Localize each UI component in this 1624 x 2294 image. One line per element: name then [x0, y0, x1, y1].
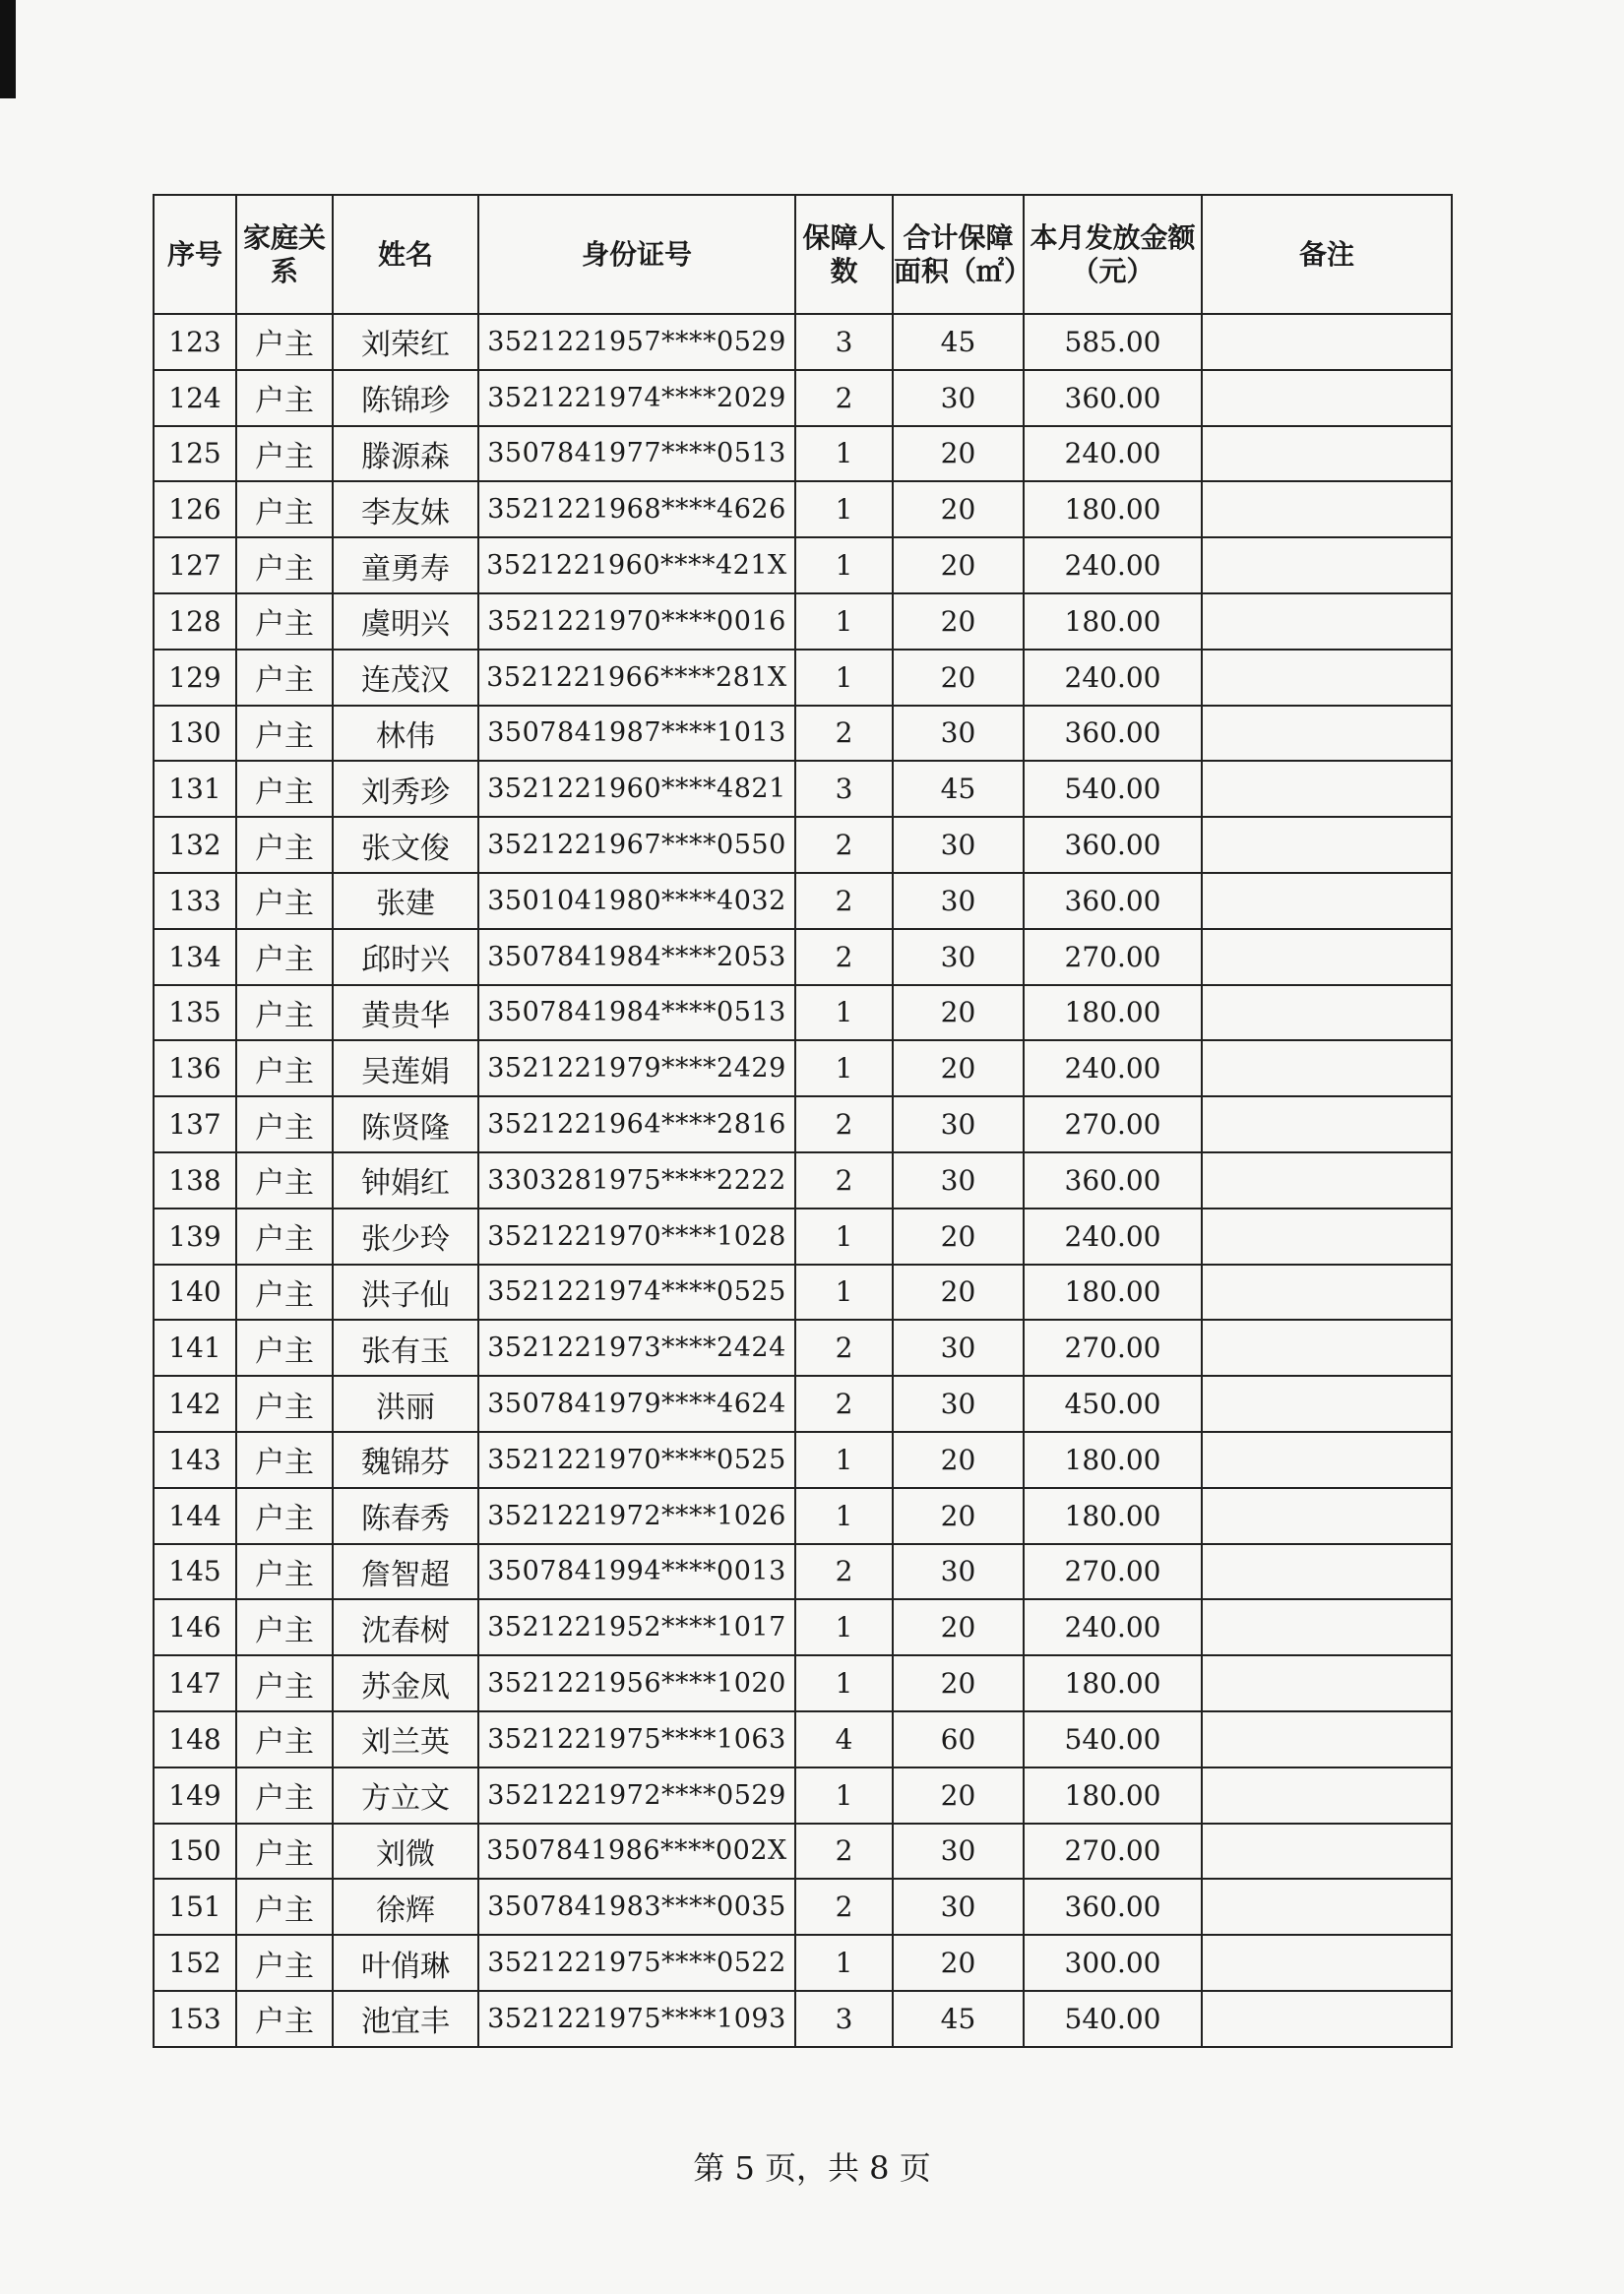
table-row [154, 370, 1452, 426]
cell-name: 洪丽 [333, 1376, 478, 1432]
table-header-row [154, 195, 1452, 314]
cell-amount: 240.00 [1024, 1040, 1202, 1096]
cell-remarks [1202, 314, 1452, 370]
cell-area: 45 [893, 1991, 1024, 2047]
table-row [154, 1096, 1452, 1152]
cell-persons: 1 [795, 1265, 893, 1321]
cell-index: 134 [154, 929, 236, 985]
cell-index: 144 [154, 1488, 236, 1544]
cell-amount: 240.00 [1024, 1599, 1202, 1655]
cell-index: 140 [154, 1265, 236, 1321]
cell-remarks [1202, 1432, 1452, 1488]
table-row [154, 650, 1452, 706]
cell-area: 20 [893, 1265, 1024, 1321]
cell-area: 20 [893, 1209, 1024, 1265]
cell-id-number: 3521221975****1093 [478, 1991, 795, 2047]
cell-index: 131 [154, 761, 236, 817]
cell-persons: 2 [795, 1544, 893, 1600]
cell-relation: 户主 [236, 1879, 333, 1935]
cell-amount: 270.00 [1024, 1824, 1202, 1880]
table-row [154, 761, 1452, 817]
cell-index: 143 [154, 1432, 236, 1488]
cell-persons: 1 [795, 1040, 893, 1096]
table-row [154, 1991, 1452, 2047]
table-row [154, 706, 1452, 762]
table-row [154, 1711, 1452, 1767]
cell-name: 张少玲 [333, 1209, 478, 1265]
cell-area: 60 [893, 1711, 1024, 1767]
cell-name: 苏金凤 [333, 1655, 478, 1711]
table-row [154, 1040, 1452, 1096]
cell-amount: 450.00 [1024, 1376, 1202, 1432]
cell-name: 李友妹 [333, 481, 478, 537]
cell-index: 145 [154, 1544, 236, 1600]
cell-index: 123 [154, 314, 236, 370]
table-row [154, 1376, 1452, 1432]
cell-persons: 3 [795, 1991, 893, 2047]
cell-relation: 户主 [236, 537, 333, 593]
cell-name: 滕源森 [333, 426, 478, 482]
cell-amount: 300.00 [1024, 1935, 1202, 1991]
cell-relation: 户主 [236, 1655, 333, 1711]
cell-persons: 1 [795, 1935, 893, 1991]
cell-name: 刘微 [333, 1824, 478, 1880]
cell-area: 20 [893, 481, 1024, 537]
cell-amount: 540.00 [1024, 1711, 1202, 1767]
cell-name: 池宜丰 [333, 1991, 478, 2047]
page-number-footer: 第 5 页，共 8 页 [693, 2149, 931, 2187]
cell-relation: 户主 [236, 1432, 333, 1488]
cell-index: 142 [154, 1376, 236, 1432]
cell-name: 钟娟红 [333, 1152, 478, 1209]
cell-index: 125 [154, 426, 236, 482]
cell-id-number: 3521221968****4626 [478, 481, 795, 537]
cell-index: 136 [154, 1040, 236, 1096]
cell-amount: 180.00 [1024, 1432, 1202, 1488]
cell-remarks [1202, 650, 1452, 706]
cell-remarks [1202, 481, 1452, 537]
cell-persons: 1 [795, 1488, 893, 1544]
cell-name: 洪子仙 [333, 1265, 478, 1321]
cell-relation: 户主 [236, 426, 333, 482]
cell-name: 张有玉 [333, 1320, 478, 1376]
cell-relation: 户主 [236, 1488, 333, 1544]
cell-id-number: 3521221975****0522 [478, 1935, 795, 1991]
cell-area: 30 [893, 1152, 1024, 1209]
cell-remarks [1202, 1488, 1452, 1544]
cell-area: 30 [893, 706, 1024, 762]
cell-amount: 360.00 [1024, 873, 1202, 929]
cell-amount: 180.00 [1024, 593, 1202, 650]
cell-name: 方立文 [333, 1767, 478, 1824]
cell-area: 20 [893, 1767, 1024, 1824]
cell-index: 132 [154, 817, 236, 873]
table-row [154, 929, 1452, 985]
cell-persons: 2 [795, 929, 893, 985]
cell-relation: 户主 [236, 1991, 333, 2047]
cell-name: 张文俊 [333, 817, 478, 873]
cell-index: 153 [154, 1991, 236, 2047]
cell-id-number: 3521221973****2424 [478, 1320, 795, 1376]
cell-index: 149 [154, 1767, 236, 1824]
cell-remarks [1202, 1991, 1452, 2047]
cell-area: 20 [893, 537, 1024, 593]
cell-area: 45 [893, 761, 1024, 817]
cell-relation: 户主 [236, 929, 333, 985]
cell-index: 124 [154, 370, 236, 426]
cell-id-number: 3521221952****1017 [478, 1599, 795, 1655]
cell-remarks [1202, 1265, 1452, 1321]
cell-remarks [1202, 1544, 1452, 1600]
cell-remarks [1202, 537, 1452, 593]
cell-persons: 2 [795, 1376, 893, 1432]
cell-id-number: 3507841983****0035 [478, 1879, 795, 1935]
cell-persons: 1 [795, 650, 893, 706]
cell-id-number: 3507841984****0513 [478, 985, 795, 1041]
cell-name: 虞明兴 [333, 593, 478, 650]
table-row [154, 1265, 1452, 1321]
cell-persons: 3 [795, 314, 893, 370]
cell-index: 150 [154, 1824, 236, 1880]
cell-persons: 1 [795, 481, 893, 537]
cell-persons: 2 [795, 1824, 893, 1880]
cell-persons: 1 [795, 1767, 893, 1824]
cell-amount: 270.00 [1024, 1320, 1202, 1376]
header-amount: 本月发放金额（元） [1024, 195, 1202, 314]
cell-amount: 270.00 [1024, 929, 1202, 985]
cell-index: 146 [154, 1599, 236, 1655]
cell-persons: 2 [795, 1320, 893, 1376]
cell-amount: 240.00 [1024, 1209, 1202, 1265]
table-row [154, 1767, 1452, 1824]
cell-relation: 户主 [236, 1152, 333, 1209]
cell-id-number: 3521221967****0550 [478, 817, 795, 873]
cell-area: 20 [893, 1655, 1024, 1711]
cell-amount: 240.00 [1024, 650, 1202, 706]
cell-amount: 240.00 [1024, 426, 1202, 482]
cell-persons: 2 [795, 1879, 893, 1935]
cell-name: 张建 [333, 873, 478, 929]
cell-area: 45 [893, 314, 1024, 370]
cell-relation: 户主 [236, 1544, 333, 1600]
table-row [154, 1935, 1452, 1991]
cell-remarks [1202, 370, 1452, 426]
cell-remarks [1202, 1767, 1452, 1824]
table-row [154, 1152, 1452, 1209]
table-body [154, 314, 1452, 2047]
cell-relation: 户主 [236, 1376, 333, 1432]
cell-remarks [1202, 1320, 1452, 1376]
cell-amount: 585.00 [1024, 314, 1202, 370]
cell-id-number: 3521221970****1028 [478, 1209, 795, 1265]
table-row [154, 1879, 1452, 1935]
table-row [154, 481, 1452, 537]
table-row [154, 593, 1452, 650]
header-persons: 保障人数 [795, 195, 893, 314]
header-area: 合计保障面积（㎡） [893, 195, 1024, 314]
cell-persons: 2 [795, 873, 893, 929]
cell-name: 詹智超 [333, 1544, 478, 1600]
cell-name: 魏锦芬 [333, 1432, 478, 1488]
cell-persons: 1 [795, 426, 893, 482]
cell-remarks [1202, 761, 1452, 817]
cell-id-number: 3521221979****2429 [478, 1040, 795, 1096]
cell-persons: 1 [795, 985, 893, 1041]
cell-area: 30 [893, 1544, 1024, 1600]
cell-amount: 270.00 [1024, 1544, 1202, 1600]
cell-relation: 户主 [236, 1599, 333, 1655]
cell-area: 20 [893, 1040, 1024, 1096]
cell-name: 邱时兴 [333, 929, 478, 985]
cell-index: 137 [154, 1096, 236, 1152]
cell-amount: 360.00 [1024, 706, 1202, 762]
table-row [154, 537, 1452, 593]
cell-relation: 户主 [236, 873, 333, 929]
cell-remarks [1202, 426, 1452, 482]
cell-name: 童勇寿 [333, 537, 478, 593]
cell-relation: 户主 [236, 1040, 333, 1096]
cell-index: 128 [154, 593, 236, 650]
cell-relation: 户主 [236, 761, 333, 817]
cell-remarks [1202, 1655, 1452, 1711]
cell-area: 30 [893, 817, 1024, 873]
cell-area: 30 [893, 1879, 1024, 1935]
table-row [154, 426, 1452, 482]
subsidy-table-container [153, 194, 1451, 2048]
table-row [154, 817, 1452, 873]
cell-name: 吴莲娟 [333, 1040, 478, 1096]
cell-name: 刘荣红 [333, 314, 478, 370]
cell-persons: 3 [795, 761, 893, 817]
cell-remarks [1202, 929, 1452, 985]
cell-id-number: 3521221964****2816 [478, 1096, 795, 1152]
cell-id-number: 3521221966****281X [478, 650, 795, 706]
cell-amount: 180.00 [1024, 1488, 1202, 1544]
cell-name: 徐辉 [333, 1879, 478, 1935]
header-remarks: 备注 [1202, 195, 1452, 314]
cell-id-number: 3507841987****1013 [478, 706, 795, 762]
table-row [154, 1599, 1452, 1655]
table-row [154, 985, 1452, 1041]
cell-amount: 360.00 [1024, 1152, 1202, 1209]
cell-index: 152 [154, 1935, 236, 1991]
cell-area: 30 [893, 1824, 1024, 1880]
cell-area: 20 [893, 593, 1024, 650]
table-row [154, 1824, 1452, 1880]
cell-id-number: 3303281975****2222 [478, 1152, 795, 1209]
cell-name: 陈春秀 [333, 1488, 478, 1544]
cell-area: 30 [893, 873, 1024, 929]
cell-area: 30 [893, 1096, 1024, 1152]
cell-relation: 户主 [236, 1767, 333, 1824]
cell-index: 151 [154, 1879, 236, 1935]
cell-relation: 户主 [236, 1824, 333, 1880]
table-row [154, 1320, 1452, 1376]
cell-remarks [1202, 817, 1452, 873]
cell-area: 30 [893, 929, 1024, 985]
cell-relation: 户主 [236, 1935, 333, 1991]
cell-area: 30 [893, 1376, 1024, 1432]
cell-name: 沈春树 [333, 1599, 478, 1655]
cell-amount: 180.00 [1024, 1767, 1202, 1824]
cell-name: 刘秀珍 [333, 761, 478, 817]
cell-name: 黄贵华 [333, 985, 478, 1041]
table-row [154, 1432, 1452, 1488]
cell-remarks [1202, 593, 1452, 650]
cell-index: 133 [154, 873, 236, 929]
cell-id-number: 3521221974****0525 [478, 1265, 795, 1321]
cell-persons: 2 [795, 817, 893, 873]
cell-id-number: 3507841979****4624 [478, 1376, 795, 1432]
cell-remarks [1202, 1096, 1452, 1152]
cell-area: 20 [893, 1599, 1024, 1655]
cell-area: 20 [893, 650, 1024, 706]
cell-index: 127 [154, 537, 236, 593]
cell-relation: 户主 [236, 1209, 333, 1265]
cell-remarks [1202, 1824, 1452, 1880]
table-row [154, 1209, 1452, 1265]
cell-persons: 1 [795, 1599, 893, 1655]
cell-index: 126 [154, 481, 236, 537]
cell-amount: 540.00 [1024, 1991, 1202, 2047]
cell-persons: 1 [795, 1209, 893, 1265]
cell-index: 129 [154, 650, 236, 706]
cell-remarks [1202, 985, 1452, 1041]
cell-remarks [1202, 873, 1452, 929]
cell-amount: 360.00 [1024, 370, 1202, 426]
cell-name: 叶俏琳 [333, 1935, 478, 1991]
cell-persons: 2 [795, 370, 893, 426]
cell-index: 147 [154, 1655, 236, 1711]
cell-id-number: 3521221956****1020 [478, 1655, 795, 1711]
cell-amount: 180.00 [1024, 481, 1202, 537]
cell-remarks [1202, 1879, 1452, 1935]
cell-id-number: 3507841984****2053 [478, 929, 795, 985]
cell-area: 20 [893, 1935, 1024, 1991]
header-name: 姓名 [333, 195, 478, 314]
cell-relation: 户主 [236, 1711, 333, 1767]
cell-id-number: 3507841994****0013 [478, 1544, 795, 1600]
cell-id-number: 3521221970****0525 [478, 1432, 795, 1488]
cell-relation: 户主 [236, 593, 333, 650]
cell-relation: 户主 [236, 706, 333, 762]
cell-name: 林伟 [333, 706, 478, 762]
cell-remarks [1202, 1209, 1452, 1265]
cell-persons: 1 [795, 1655, 893, 1711]
scan-edge-mark [0, 0, 16, 98]
cell-id-number: 3521221975****1063 [478, 1711, 795, 1767]
cell-id-number: 3507841977****0513 [478, 426, 795, 482]
cell-persons: 1 [795, 1432, 893, 1488]
header-index: 序号 [154, 195, 236, 314]
cell-id-number: 3521221957****0529 [478, 314, 795, 370]
cell-remarks [1202, 706, 1452, 762]
cell-relation: 户主 [236, 481, 333, 537]
cell-relation: 户主 [236, 1320, 333, 1376]
table-row [154, 1488, 1452, 1544]
subsidy-table [153, 194, 1453, 2048]
cell-id-number: 3507841986****002X [478, 1824, 795, 1880]
cell-id-number: 3521221960****421X [478, 537, 795, 593]
cell-relation: 户主 [236, 314, 333, 370]
cell-area: 20 [893, 1488, 1024, 1544]
cell-amount: 180.00 [1024, 985, 1202, 1041]
cell-remarks [1202, 1040, 1452, 1096]
header-relation: 家庭关系 [236, 195, 333, 314]
cell-name: 刘兰英 [333, 1711, 478, 1767]
cell-area: 20 [893, 1432, 1024, 1488]
cell-name: 连茂汉 [333, 650, 478, 706]
table-row [154, 873, 1452, 929]
cell-area: 20 [893, 426, 1024, 482]
table-row [154, 1544, 1452, 1600]
cell-remarks [1202, 1935, 1452, 1991]
cell-index: 141 [154, 1320, 236, 1376]
cell-remarks [1202, 1152, 1452, 1209]
cell-id-number: 3501041980****4032 [478, 873, 795, 929]
cell-persons: 4 [795, 1711, 893, 1767]
cell-index: 130 [154, 706, 236, 762]
cell-area: 20 [893, 985, 1024, 1041]
cell-persons: 2 [795, 1152, 893, 1209]
cell-id-number: 3521221960****4821 [478, 761, 795, 817]
cell-index: 139 [154, 1209, 236, 1265]
cell-id-number: 3521221974****2029 [478, 370, 795, 426]
cell-area: 30 [893, 1320, 1024, 1376]
cell-id-number: 3521221972****0529 [478, 1767, 795, 1824]
cell-relation: 户主 [236, 817, 333, 873]
cell-index: 138 [154, 1152, 236, 1209]
table-row [154, 314, 1452, 370]
cell-remarks [1202, 1711, 1452, 1767]
header-id-number: 身份证号 [478, 195, 795, 314]
cell-remarks [1202, 1376, 1452, 1432]
cell-persons: 1 [795, 537, 893, 593]
cell-index: 148 [154, 1711, 236, 1767]
cell-name: 陈贤隆 [333, 1096, 478, 1152]
cell-area: 30 [893, 370, 1024, 426]
cell-amount: 180.00 [1024, 1655, 1202, 1711]
cell-persons: 2 [795, 1096, 893, 1152]
cell-name: 陈锦珍 [333, 370, 478, 426]
cell-index: 135 [154, 985, 236, 1041]
cell-relation: 户主 [236, 370, 333, 426]
cell-id-number: 3521221970****0016 [478, 593, 795, 650]
cell-persons: 2 [795, 706, 893, 762]
cell-amount: 270.00 [1024, 1096, 1202, 1152]
cell-amount: 180.00 [1024, 1265, 1202, 1321]
cell-amount: 240.00 [1024, 537, 1202, 593]
table-row [154, 1655, 1452, 1711]
cell-persons: 1 [795, 593, 893, 650]
cell-amount: 360.00 [1024, 1879, 1202, 1935]
cell-relation: 户主 [236, 1096, 333, 1152]
cell-relation: 户主 [236, 1265, 333, 1321]
cell-remarks [1202, 1599, 1452, 1655]
cell-relation: 户主 [236, 650, 333, 706]
cell-amount: 540.00 [1024, 761, 1202, 817]
cell-id-number: 3521221972****1026 [478, 1488, 795, 1544]
cell-relation: 户主 [236, 985, 333, 1041]
cell-amount: 360.00 [1024, 817, 1202, 873]
